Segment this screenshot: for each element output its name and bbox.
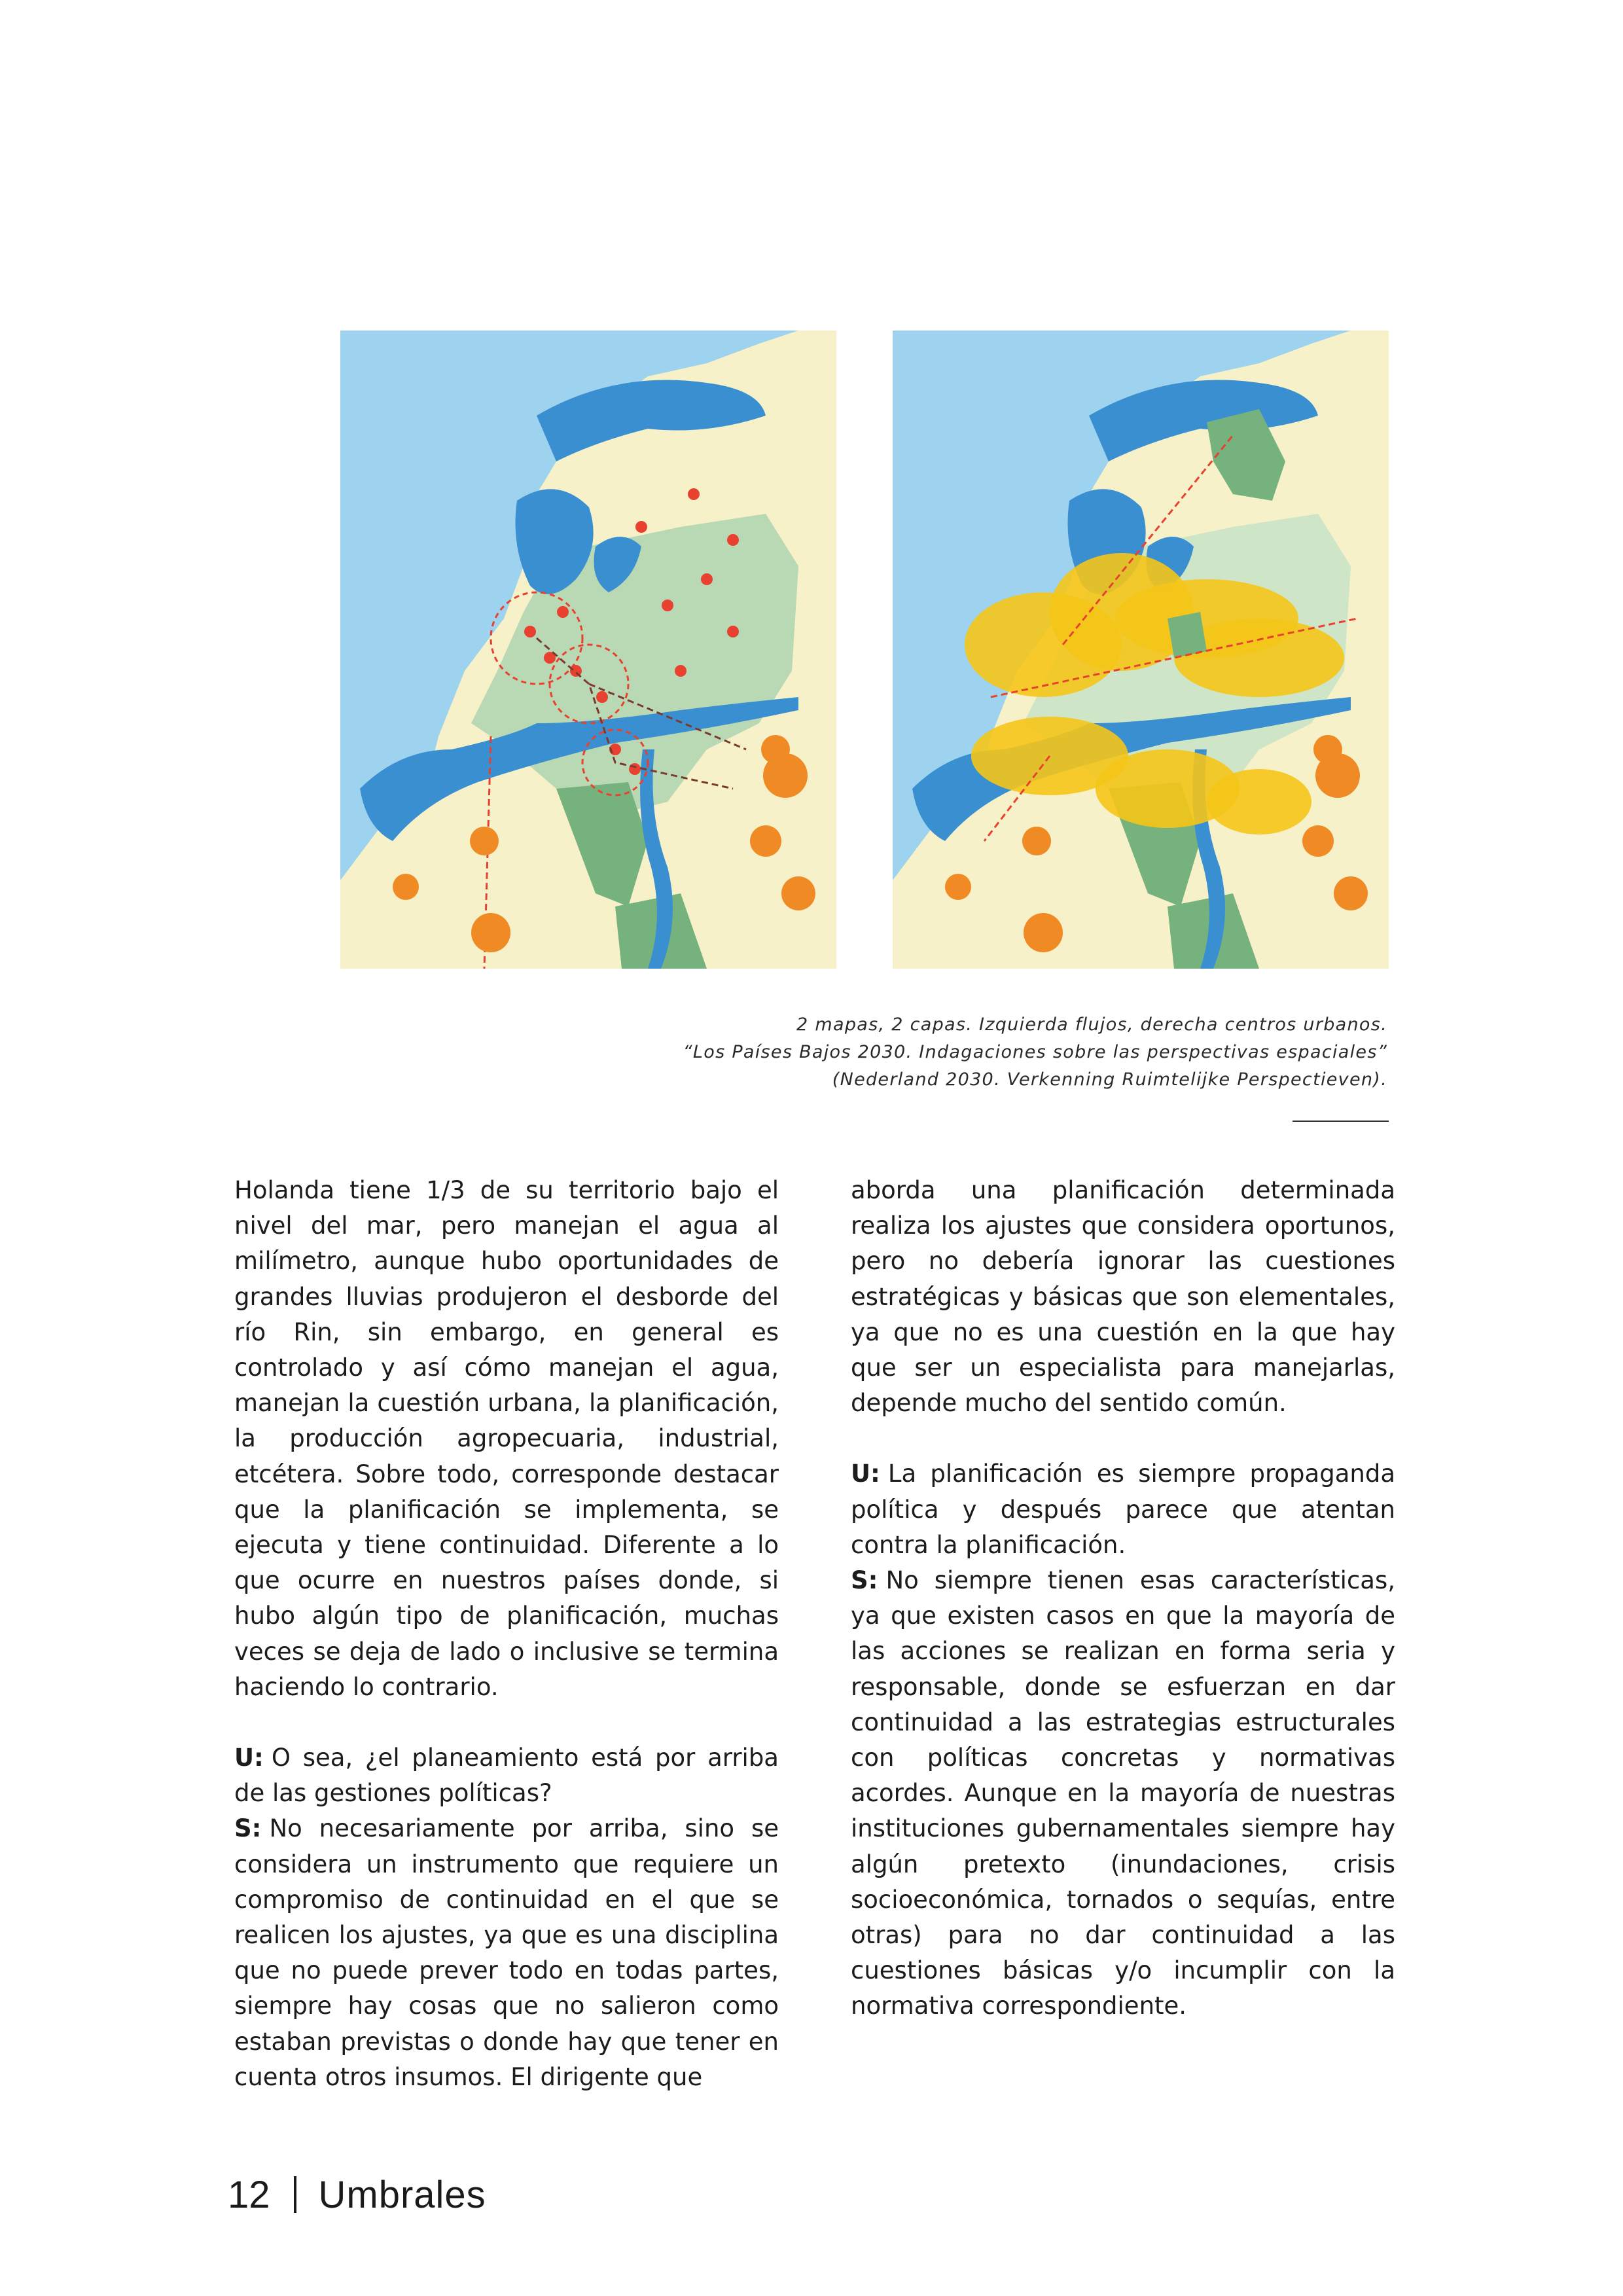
city-dot (727, 626, 739, 637)
question-paragraph (234, 1740, 779, 1811)
paragraph-text: No siempre tienen esas características, ya que existen casos en que la mayoría de las acciones se realizan en forma seria y responsable, donde se esfuerzan en dar continuidad a las estrategias estructurales con políticas concretas y normativas acordes. Aunque en la mayoría de nuestras instituciones gubernamentales siempre hay algún pretexto (inundaciones, crisis socioeconómica, tornados o sequías, entre otras) para no dar continuidad a las cuestiones básicas y/o incumplir con la normativa correspondiente. (851, 1566, 1395, 2020)
foreign-city-dot (1334, 876, 1368, 910)
foreign-city-dot (750, 825, 781, 857)
city-dot (688, 488, 700, 500)
foreign-city-dot (945, 874, 971, 900)
foreign-city-dot (761, 735, 790, 764)
foreign-city-dot (471, 913, 510, 952)
footer-divider (294, 2176, 296, 2213)
city-dot (635, 521, 647, 533)
city-dot (557, 606, 569, 618)
page-footer (228, 2172, 486, 2217)
map-illustration (893, 331, 1389, 969)
caption-line: 2 mapas, 2 capas. Izquierda flujos, derecha centros urbanos. (796, 1014, 1387, 1035)
foreign-city-dot (1024, 913, 1063, 952)
city-dot (662, 600, 673, 611)
flows-map (340, 331, 836, 969)
answer-paragraph (851, 1563, 1395, 2024)
left-text-column (234, 1173, 779, 2095)
speaker-label: U: (851, 1460, 880, 1488)
foreign-city-dot (393, 874, 419, 900)
caption-divider (1293, 1121, 1389, 1122)
paragraph-text: O sea, ¿el planeamiento está por arriba de las gestiones políticas? (234, 1744, 779, 1808)
foreign-city-dot (1022, 827, 1051, 855)
speaker-label: U: (234, 1744, 264, 1772)
paragraph-text: aborda una planificación determinada realiza los ajustes que considera oportunos, pero no debería ignorar las cuestiones estratégicas y básicas que son elementales, ya que no es una cuestión en la que hay que ser un especialista para manejarlas, depende mucho del sentido común. (851, 1176, 1395, 1418)
paragraph-text: No necesariamente por arriba, sino se considera un instrumento que requiere un compromiso de continuidad en el que se realicen los ajustes, ya que es una disciplina que no puede prever todo en todas partes, siempre hay cosas que no salieron como estaban previstas o donde hay que tener en cuenta otros insumos. El dirigente que (234, 1814, 779, 2091)
speaker-label: S: (234, 1814, 262, 1843)
city-dot (629, 763, 641, 775)
urban-centers-map (893, 331, 1389, 969)
right-text-column (851, 1173, 1395, 2024)
foreign-city-dot (470, 827, 499, 855)
question-paragraph (851, 1456, 1395, 1563)
foreign-city-dot (781, 876, 815, 910)
city-dot (524, 626, 536, 637)
paragraph-text: La planificación es siempre propaganda política y después parece que atentan contra la planificación. (851, 1460, 1395, 1559)
city-dot (675, 665, 687, 677)
paragraph-text: Holanda tiene 1/3 de su territorio bajo el nivel del mar, pero manejan el agua al milímetro, aunque hubo oportunidades de grandes lluvias produjeron el desborde del río Rin, sin embargo, en general es controlado y así cómo manejan el agua, manejan la cuestión urbana, la planificación, la producción agropecuaria, industrial, etcétera. Sobre todo, corresponde destacar que la planificación se implementa, se ejecuta y tiene continuidad. Diferente a lo que ocurre en nuestros países donde, si hubo algún tipo de planificación, muchas veces se deja de lado o inclusive se termina haciendo lo contrario. (234, 1176, 779, 1701)
caption-line: (Nederland 2030. Verkenning Ruimtelijke Perspectieven). (832, 1069, 1387, 1090)
green-zone (1168, 612, 1207, 658)
paragraph (234, 1173, 779, 1705)
urban-center-zone (1207, 769, 1311, 834)
city-dot (596, 691, 608, 703)
answer-paragraph (234, 1811, 779, 2095)
city-dot (727, 534, 739, 546)
foreign-city-dot (1313, 735, 1342, 764)
page-number: 12 (228, 2173, 270, 2216)
speaker-label: S: (851, 1566, 878, 1595)
city-dot (701, 573, 713, 585)
paragraph (851, 1173, 1395, 1421)
caption-line: “Los Países Bajos 2030. Indagaciones sobre las perspectivas espaciales” (683, 1042, 1387, 1062)
foreign-city-dot (1302, 825, 1334, 857)
publication-name: Umbrales (318, 2173, 486, 2216)
figure-caption (537, 1011, 1387, 1094)
map-illustration (340, 331, 836, 969)
